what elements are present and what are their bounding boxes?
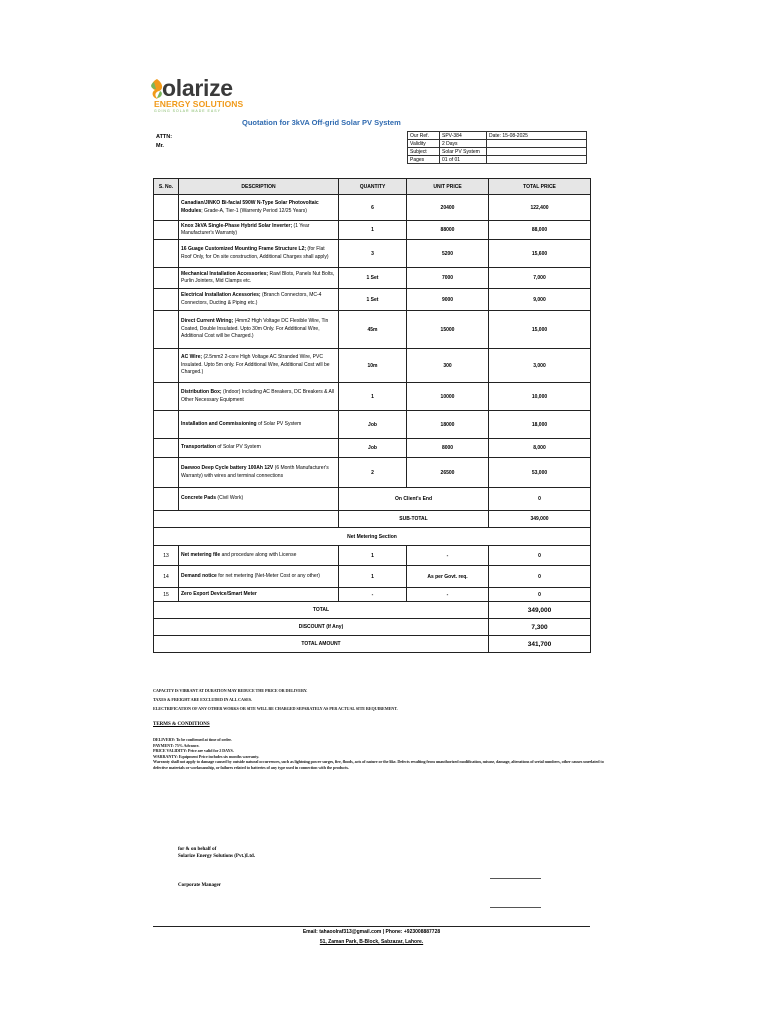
col-unit-price: UNIT PRICE [407,179,489,195]
item-sno [154,458,179,488]
item-quantity: 1 [339,546,407,566]
discount-label: DISCOUNT (If Any) [154,619,489,636]
item-unit-price: 300 [407,349,489,383]
item-sno [154,411,179,439]
item-detail: (1 Year Manufacturer's Warranty) [181,222,310,236]
item-title: Electrical Installation Acessories; [181,292,261,298]
item-title: Daewoo Deep Cycle battery 100Ah 12V [181,465,274,471]
item-total-price: 0 [489,546,591,566]
date-value: Date: 15-08-2025 [487,132,587,140]
item-title: Mechanical Installation Accessories; [181,270,269,277]
item-total-price: 0 [489,588,591,602]
item-description [179,488,339,511]
quotation-table [153,178,591,653]
table-header-row [154,179,591,195]
terms-list [153,737,608,770]
item-title: 16 Guage Customized Mounting Frame Structure L2; [181,246,307,252]
term-price-validity: PRICE VALIDITY: Price are valid for 2 DAYS. [153,748,234,753]
on-behalf-label: for & on behalf of [178,847,217,852]
item-unit-price: As per Govt. req. [407,566,489,588]
signature-line [490,907,541,908]
item-unit-price: 15000 [407,311,489,349]
item-description [179,458,339,488]
attn-label: ATTN: [156,134,173,140]
item-unit-price: 18000 [407,411,489,439]
item-description [179,349,339,383]
item-description [179,383,339,411]
item-total-price: 10,000 [489,383,591,411]
item-title: Transportation [181,444,217,451]
item-total-price: 53,000 [489,458,591,488]
item-detail: ; Grade-A, Tier-1 (Warrenty Period 12/25 Years) [201,207,307,214]
recipient-label: Mr. [156,143,164,149]
item-detail: of Solar PV System [216,444,261,451]
table-row [154,411,591,439]
brand-name: olarize [162,75,233,101]
table-row [154,349,591,383]
signature-line [490,878,541,879]
item-title: Distribution Box; [181,389,222,395]
item-unit-price: 5200 [407,240,489,268]
item-unit-price: 20400 [407,195,489,221]
table-row-net-metering [154,588,591,602]
item-sno [154,349,179,383]
item-sno [154,488,179,511]
item-description [179,546,339,566]
terms-heading: TERMS & CONDITIONS [153,722,210,727]
item-detail: of Solar PV System [256,420,302,427]
item-total-price: 3,000 [489,349,591,383]
brand-tagline: GOING SOLAR MADE EASY [154,109,221,113]
discount-row [154,619,591,636]
item-detail: (6 Month Manufacturer's Warranty) with wires and terminal connections [181,465,329,479]
item-unit-price: 9000 [407,289,489,311]
item-detail: (4mm2 High Voltage DC Flexible Wire, Tin Coated, Double Insulated. Upto 30m Only. For Additional Wire, Additional Cost will be Charged.) [181,318,329,340]
table-row-concrete [154,488,591,511]
item-sno [154,289,179,311]
item-description [179,195,339,221]
total-amount-label: TOTAL AMOUNT [154,636,489,653]
ref-label: Our Ref. [408,132,440,140]
item-total-price: 88,000 [489,221,591,240]
company-name: Solarize Energy Solutions (Pvt.)Ltd. [178,854,256,859]
item-detail: (Branch Connectors, MC-4 Connectors, Ducting & Piping etc.) [181,292,322,306]
item-quantity: 10m [339,349,407,383]
item-title: Demand notice [181,572,217,579]
item-total-price: 18,000 [489,411,591,439]
item-title: AC Wire; [181,354,203,361]
table-row [154,240,591,268]
item-title: Direct Current Wiring; [181,318,234,325]
table-row [154,458,591,488]
item-total-price: 0 [489,566,591,588]
footer-contact: Email: tahaoolraf313@gmail.com | Phone: +923008887728 [302,929,441,935]
table-row [154,439,591,458]
item-quantity: 6 [339,195,407,221]
item-quantity: 1 [339,221,407,240]
company-logo [148,77,248,117]
clients-end-note: On Client's End [339,488,489,511]
subtotal-value: 349,000 [489,511,591,528]
item-title: Canadian/JINKO Bi-facial 590W N-Type Solar Photovoltaic Modules [181,200,319,214]
subtotal-row [154,511,591,528]
item-sno [154,221,179,240]
item-description [179,566,339,588]
term-warranty-exclusions: Warranty shall not apply to damage caused by outside natural occurrences, such as lightning power surges, fire, floods, acts of nature or the like. Defects resulting from unauthorized modification, misuse, damage, alterations of serial numbers, other causes unrelated to defective materials or workmanship, or failures related to batteries of any type used in connection with the products. [153,759,604,770]
total-value: 349,000 [489,602,591,619]
note-2: TAXES & FREIGHT ARE EXCLUDED IN ALL CASES. [153,697,252,702]
item-description [179,439,339,458]
col-sno: S. No. [154,179,179,195]
table-row [154,221,591,240]
item-total-price: 9,000 [489,289,591,311]
item-unit-price: 26500 [407,458,489,488]
validity-label: Validity [408,140,440,148]
item-unit-price: 8000 [407,439,489,458]
table-row-net-metering [154,566,591,588]
validity-value: 2 Days [440,140,487,148]
item-total-price: 8,000 [489,439,591,458]
reference-table [407,131,587,164]
col-description: DESCRIPTION [179,179,339,195]
item-description [179,240,339,268]
item-title: Installation and Commissioning [181,420,257,427]
item-sno: 14 [154,566,179,588]
table-row [154,268,591,289]
item-sno: 15 [154,588,179,602]
item-description [179,411,339,439]
subtotal-label: SUB-TOTAL [339,511,489,528]
item-total-price: 122,400 [489,195,591,221]
col-total-price: TOTAL PRICE [489,179,591,195]
subject-label: Subject [408,148,440,156]
item-quantity: Job [339,439,407,458]
item-detail: (Civil Work) [216,495,244,502]
item-quantity: 1 [339,383,407,411]
item-quantity: - [339,588,407,602]
item-detail: and procedure along with License [220,551,297,558]
ref-value: SPV-384 [440,132,487,140]
item-description [179,268,339,289]
net-metering-heading: Net Metering Section [154,528,591,546]
item-description [179,289,339,311]
footer-address: 51, Zaman Park, B-Block, Sabzazar, Lahore. [319,939,424,945]
item-detail: for net metering (Net-Meter Cost or any other) [216,572,320,579]
col-quantity: QUANTITY [339,179,407,195]
item-description [179,588,339,602]
item-sno [154,240,179,268]
item-sno [154,311,179,349]
table-row [154,311,591,349]
item-title: Net metering file [181,551,221,558]
table-row-net-metering [154,546,591,566]
signature-block [178,846,255,860]
item-quantity: Job [339,411,407,439]
item-quantity: 3 [339,240,407,268]
term-payment: PAYMENT: 75% Advance. [153,742,200,748]
item-unit-price: 10000 [407,383,489,411]
pages-value: 01 of 01 [440,156,487,164]
item-detail: (for Flat Roof Only, for On site construction, Additional Charges shall apply) [181,246,329,260]
net-metering-header-row [154,528,591,546]
table-row [154,289,591,311]
item-title: Concrete Pads [181,495,217,502]
item-sno: 13 [154,546,179,566]
item-description [179,311,339,349]
item-sno [154,268,179,289]
item-unit-price: 88000 [407,221,489,240]
item-total-price: 7,000 [489,268,591,289]
item-title: Zero Export Device/Smart Meter [181,590,257,597]
item-total-price: 15,600 [489,240,591,268]
item-title: Knox 3kVA Single-Phase Hybrid Solar Inverter; [181,222,293,229]
pages-label: Pages [408,156,440,164]
brand-subtitle: ENERGY SOLUTIONS [154,99,244,109]
signatory-role: Corporate Manager [178,883,221,888]
term-warranty: WARRANTY: Equipment Price includes six months warranty. [153,753,260,759]
discount-value: 7,300 [489,619,591,636]
quotation-title: Quotation for 3kVA Off-grid Solar PV System [242,118,401,127]
note-3: ELECTRIFICATION OF ANY OTHER WORKS OR SITE WILL BE CHARGED SEPARATELY AS PER ACTUAL SITE REQUIREMENT. [153,706,398,711]
note-1: CAPACITY IS VIBRANT AT DURATION MAY REDUCE THE PRICE OR DELIVERY. [153,688,308,693]
item-quantity: 1 [339,566,407,588]
total-row [154,602,591,619]
item-detail: (2.5mm2 2-core High Voltage AC Stranded Wire, PVC Insulated. Upto 5m only. For Additional Wire, Additional Cost will be Charged.) [181,354,330,376]
item-sno [154,383,179,411]
item-detail: Rawl Blots, Panels Nut Bolts, Purlin Jointers, Mid Clamps etc. [181,270,335,284]
total-amount-row [154,636,591,653]
item-unit-price: - [407,546,489,566]
total-amount-value: 341,700 [489,636,591,653]
item-unit-price: 7000 [407,268,489,289]
item-quantity: 1 Set [339,289,407,311]
term-delivery: DELIVERY: To be confirmed at time of order. [153,737,232,742]
item-quantity: 1 Set [339,268,407,289]
item-unit-price: - [407,588,489,602]
table-row [154,383,591,411]
item-sno [154,439,179,458]
item-quantity: 45m [339,311,407,349]
item-sno [154,195,179,221]
item-quantity: 2 [339,458,407,488]
item-detail: (Indoor) Including AC Breakers, DC Breakers & All Other Necessary Equipment [181,389,335,403]
table-row [154,195,591,221]
footer-divider [153,926,590,927]
total-label: TOTAL [154,602,489,619]
subject-value: Solar PV System [440,148,487,156]
item-total-price: 0 [489,488,591,511]
item-description [179,221,339,240]
item-total-price: 15,000 [489,311,591,349]
